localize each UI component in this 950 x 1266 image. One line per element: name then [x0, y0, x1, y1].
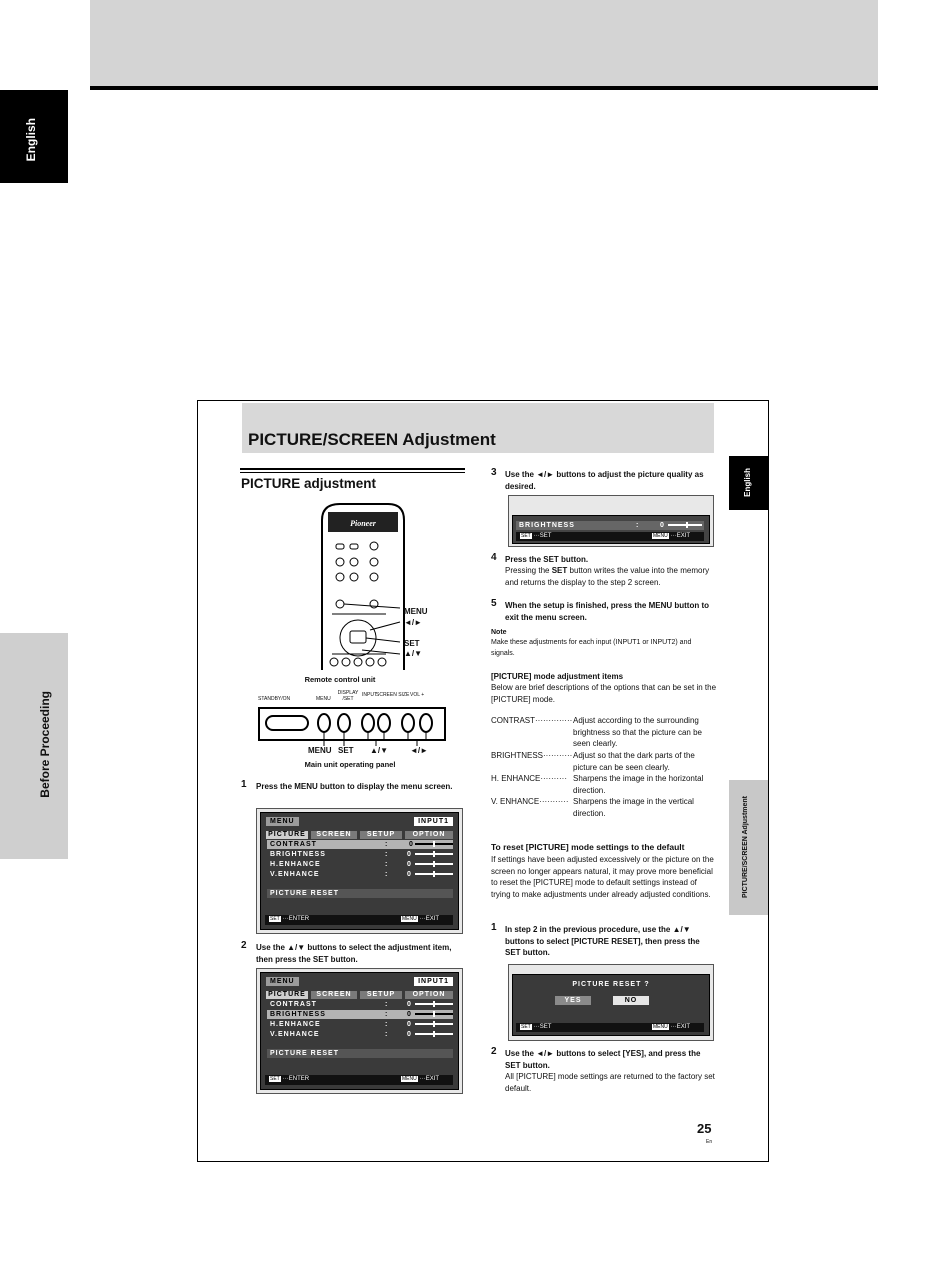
osd-row-picture-reset: PICTURE RESET [267, 1049, 453, 1058]
osd-brightness-row: BRIGHTNESS : 0 [516, 521, 704, 530]
osd-tab-screen: SCREEN [311, 991, 357, 999]
osd-row-h-enhance: H.ENHANCE : 0 [267, 1020, 453, 1029]
osd-row-v-enhance: V.ENHANCE : 0 [267, 1030, 453, 1039]
step-number: 1 [241, 779, 247, 790]
panel-caption: Main unit operating panel [304, 760, 396, 769]
remote-label-menu: MENU [404, 607, 428, 616]
panel-bottom-label-set: SET [338, 746, 354, 755]
note-text: Make these adjustments for each input (INPUT1 or INPUT2) and signals. [491, 639, 692, 657]
page-number: 25 [697, 1121, 712, 1136]
osd-tab-picture: PICTURE [266, 991, 308, 999]
remote-control-illustration [300, 500, 450, 675]
step-5-text: When the setup is finished, press the MENU button to exit the menu screen. [505, 601, 710, 622]
osd-reset-no: NO [613, 996, 649, 1005]
panel-label-vol: VOL + [410, 692, 425, 698]
inner-side-tab-picture-screen [729, 780, 768, 915]
outer-header-band [90, 0, 878, 86]
panel-label-menu: MENU [316, 696, 331, 702]
note-title: Note [491, 629, 507, 636]
osd-tab-setup: SETUP [360, 831, 402, 839]
osd-tab-screen: SCREEN [311, 831, 357, 839]
osd-input-label: INPUT1 [414, 817, 453, 826]
remote-caption: Remote control unit [304, 675, 376, 684]
panel-bottom-label-left-right: ◄/► [410, 746, 429, 755]
step-number: 1 [491, 922, 497, 933]
panel-label-display-set: DISPLAY /SET [337, 690, 359, 702]
osd-menu-label: MENU [266, 977, 299, 986]
item-desc-v-enhance: Sharpens the image in the vertical direction. [573, 797, 694, 818]
step-1-text: Press the MENU button to display the menu screen. [256, 782, 453, 791]
remote-label-set: SET [404, 639, 420, 648]
osd-menu-label: MENU [266, 817, 299, 826]
osd-brightness-screen [512, 515, 710, 544]
items-section-intro: Below are brief descriptions of the options that can be set in the [PICTURE] mode. [491, 683, 717, 704]
outer-side-tab-before-proceeding [0, 633, 68, 859]
remote-label-up-down: ▲/▼ [404, 649, 423, 658]
inner-side-tab-english-label: English [743, 468, 752, 497]
step-number: 5 [491, 598, 497, 609]
inner-side-tab-picture-label: PICTURE/SCREEN Adjustment [742, 796, 749, 899]
osd-row-picture-reset: PICTURE RESET [267, 889, 453, 898]
osd-row-brightness: BRIGHTNESS : 0 [267, 850, 453, 859]
reset-step-2-title: Use the ◄/► buttons to select [YES], and press the SET button. [505, 1049, 701, 1070]
osd-row-brightness: BRIGHTNESS : 0 [267, 1010, 453, 1019]
section-title: PICTURE adjustment [241, 476, 377, 491]
osd-tab-setup: SETUP [360, 991, 402, 999]
panel-bottom-label-up-down: ▲/▼ [370, 746, 389, 755]
inner-side-tab-english [729, 456, 768, 510]
panel-bottom-label-menu: MENU [308, 746, 332, 755]
osd-menu-screen-2 [260, 972, 459, 1090]
item-term-contrast: CONTRAST·············· [491, 716, 573, 725]
item-desc-contrast: Adjust according to the surrounding brightness so that the picture can be seen clearly. [573, 716, 702, 748]
osd-tab-picture: PICTURE [266, 831, 308, 839]
reset-step-1-text: In step 2 in the previous procedure, use the ▲/▼ buttons to select [PICTURE RESET], then press the SET button. [505, 925, 700, 957]
item-term-h-enhance: H. ENHANCE·········· [491, 774, 567, 783]
main-unit-panel-illustration [258, 704, 448, 748]
step-number: 4 [491, 552, 497, 563]
panel-label-input: INPUT [362, 692, 377, 698]
osd-row-h-enhance: H.ENHANCE : 0 [267, 860, 453, 869]
step-number: 2 [491, 1046, 497, 1057]
outer-side-tab-english-label: English [24, 118, 38, 162]
reset-step-2-body: All [PICTURE] mode settings are returned to the factory set default. [505, 1072, 715, 1093]
step-4-body: Pressing the SET button writes the value into the memory and returns the display to the step 2 screen. [505, 566, 710, 587]
outer-side-tab-before-label: Before Proceeding [38, 691, 52, 798]
reset-section-text: If settings have been adjusted excessively or the picture on the screen no longer appears natural, it may prove more beneficial to reset the [PICTURE] mode to default settings instead of trying to make adjustments under already adjusted conditions. [491, 855, 714, 899]
osd-row-v-enhance: V.ENHANCE : 0 [267, 870, 453, 879]
item-desc-brightness: Adjust so that the dark parts of the picture can be seen clearly. [573, 751, 695, 772]
osd-tab-option: OPTION [405, 831, 453, 839]
remote-label-left-right: ◄/► [404, 618, 423, 627]
page-language: En [706, 1139, 713, 1145]
remote-brand-logo: Pioneer [350, 519, 376, 528]
osd-footer: SET ···ENTER MENU ···EXIT [265, 1075, 453, 1085]
item-term-brightness: BRIGHTNESS··········· [491, 751, 573, 760]
outer-side-tab-english [0, 90, 68, 183]
page-title: PICTURE/SCREEN Adjustment [248, 430, 496, 449]
osd-input-label: INPUT1 [414, 977, 453, 986]
osd-row-contrast: CONTRAST : 0 [267, 1000, 453, 1009]
osd-footer: SET ···ENTER MENU ···EXIT [265, 915, 453, 925]
osd-reset-screen [512, 974, 710, 1036]
section-rule-thin [240, 472, 465, 473]
panel-label-standby: STANDBY/ON [258, 696, 291, 702]
step-4-title: Press the SET button. [505, 555, 589, 564]
step-number: 3 [491, 467, 497, 478]
osd-reset-question: PICTURE RESET ? [572, 981, 650, 988]
item-desc-h-enhance: Sharpens the image in the horizontal direction. [573, 774, 704, 795]
step-3-text: Use the ◄/► buttons to adjust the picture quality as desired. [505, 470, 704, 491]
osd-tab-option: OPTION [405, 991, 453, 999]
panel-label-screen-size: SCREEN SIZE [376, 692, 410, 698]
osd-row-contrast: CONTRAST : 0 [267, 840, 453, 849]
osd-reset-yes: YES [555, 996, 591, 1005]
outer-header-rule [90, 86, 878, 90]
osd-menu-screen-1 [260, 812, 459, 930]
osd-brightness-footer: SET ···SET MENU ···EXIT [516, 532, 704, 541]
item-term-v-enhance: V. ENHANCE··········· [491, 797, 569, 806]
step-2-text: Use the ▲/▼ buttons to select the adjustment item, then press the SET button. [256, 943, 452, 964]
items-section-title: [PICTURE] mode adjustment items [491, 672, 624, 681]
osd-reset-footer: SET ···SET MENU ···EXIT [516, 1023, 704, 1032]
step-number: 2 [241, 940, 247, 951]
reset-section-title: To reset [PICTURE] mode settings to the default [491, 842, 685, 852]
section-rule [240, 468, 465, 470]
